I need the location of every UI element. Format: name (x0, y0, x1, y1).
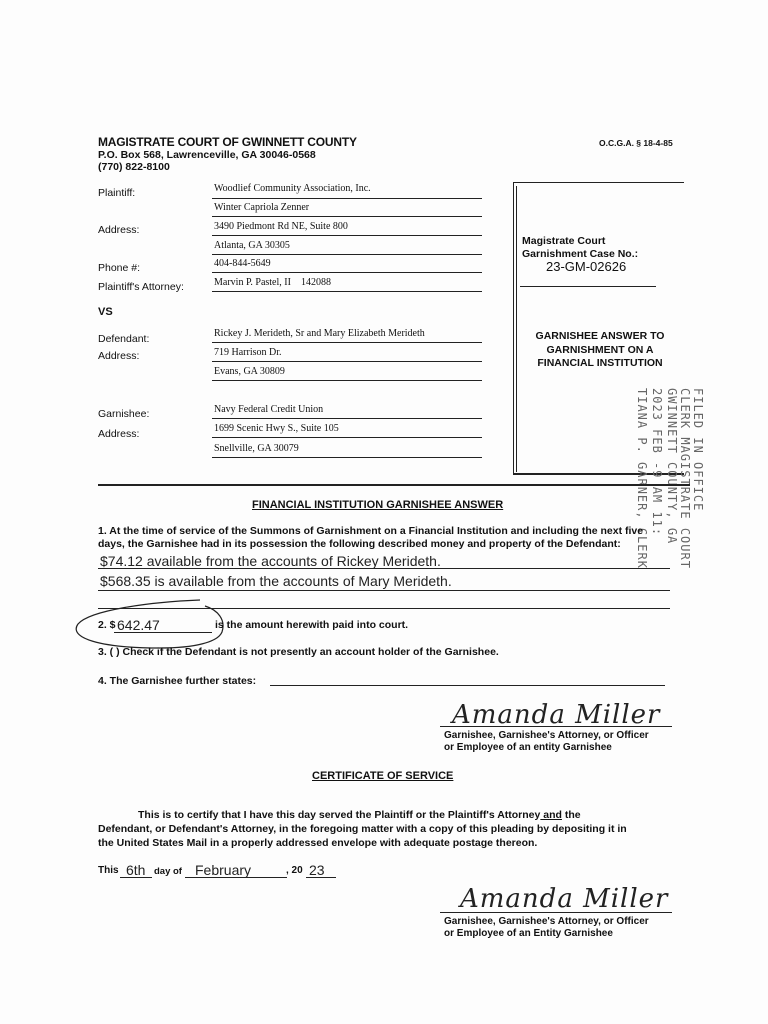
plaintiff-phone-label: Phone #: (98, 262, 141, 274)
defendant-label: Defendant: (98, 333, 150, 345)
item1-line2: days, the Garnishee had in its possession the following described money and property of the Defendant: (98, 538, 621, 550)
case-number: 23-GM-02626 (546, 259, 627, 274)
signature-1: Amanda Miller (452, 700, 661, 730)
stamp-line5: TIANA P. GARNER, CLERK (635, 388, 649, 569)
court-phone: (770) 822-8100 (98, 161, 170, 173)
code-section: O.C.G.A. § 18-4-85 (599, 138, 673, 148)
this-label: This (98, 865, 119, 876)
garnishee-address2: Snellville, GA 30079 (214, 443, 299, 454)
court-address: P.O. Box 568, Lawrenceville, GA 30046-0568 (98, 149, 316, 161)
item1-text (98, 525, 698, 551)
item2-amount-line (114, 632, 212, 633)
certificate-month-line (185, 877, 287, 878)
garnishee-address1: 1699 Scenic Hwy S., Suite 105 (214, 423, 339, 434)
case-box-title-line3: FINANCIAL INSTITUTION (537, 357, 663, 369)
signature-2-caption-line1: Garnishee, Garnishee's Attorney, or Officer (444, 916, 649, 927)
plaintiff-phone: 404-844-5649 (214, 258, 271, 269)
item2-suffix: is the amount herewith paid into court. (215, 619, 409, 631)
stamp-line2: CLERK MAGISTRATE COURT (678, 388, 692, 569)
year-prefix: , 20 (286, 865, 303, 876)
certificate-line2: Defendant, or Defendant's Attorney, in the foregoing matter with a copy of this pleading by depositing it in (98, 823, 627, 835)
defendant-address2: Evans, GA 30809 (214, 366, 285, 377)
item4-text: 4. The Garnishee further states: (98, 675, 257, 687)
plaintiff-name: Woodlief Community Association, Inc. (214, 183, 371, 194)
garnishee-name-line (212, 418, 482, 419)
filed-stamp (598, 388, 708, 569)
certificate-title: CERTIFICATE OF SERVICE (312, 770, 454, 782)
answer-title: FINANCIAL INSTITUTION GARNISHEE ANSWER (252, 499, 504, 511)
case-box-title-line1: GARNISHEE ANSWER TO (535, 330, 665, 342)
day-of-label: day of (154, 866, 182, 877)
signature-2: Amanda Miller (460, 884, 669, 914)
signature-1-caption-line2: or Employee of an entity Garnishee (444, 742, 612, 753)
case-box-case-label: Garnishment Case No.: (522, 248, 639, 260)
garnishee-address2-line (212, 457, 482, 458)
stamp-line1: FILED IN OFFICE (691, 388, 705, 512)
item1-answer-line2 (98, 590, 670, 591)
section-divider (98, 484, 690, 486)
plaintiff-phone-line (212, 272, 482, 273)
plaintiff-address1-line (212, 235, 482, 236)
item2-prefix: 2. $ (98, 619, 116, 631)
signature-2-caption (444, 916, 649, 940)
handwritten-line2: $568.35 is available from the accounts of Mary Merideth. (100, 573, 452, 589)
certificate-text (98, 808, 678, 850)
plaintiff-co: Winter Capriola Zenner (214, 202, 310, 213)
defendant-address2-line (212, 380, 482, 381)
defendant-name: Rickey J. Merideth, Sr and Mary Elizabeth Merideth (214, 328, 425, 339)
plaintiff-address-label: Address: (98, 224, 140, 236)
item1-answer-line1 (98, 568, 670, 569)
stamp-line4: 2023 FEB -9 AM 11: (650, 388, 664, 537)
certificate-day: 6th (126, 862, 146, 878)
garnishee-address-label: Address: (98, 428, 140, 440)
garnishee-label: Garnishee: (98, 408, 150, 420)
vs-label: VS (98, 306, 113, 318)
plaintiff-address2-line (212, 254, 482, 255)
certificate-year-line (306, 877, 336, 878)
garnishee-address1-line (212, 437, 482, 438)
case-number-line (520, 286, 656, 287)
signature-1-caption (444, 730, 649, 754)
case-box-court: Magistrate Court (522, 235, 606, 247)
case-box-title (520, 330, 680, 371)
plaintiff-attorney-label: Plaintiff's Attorney: (98, 281, 184, 293)
signature-1-line (440, 726, 672, 727)
signature-2-line (440, 912, 672, 913)
signature-2-caption-line2: or Employee of an Entity Garnishee (444, 928, 613, 939)
plaintiff-co-line (212, 216, 482, 217)
item4-answer-line (270, 685, 665, 686)
defendant-address1-line (212, 361, 482, 362)
signature-1-caption-line1: Garnishee, Garnishee's Attorney, or Officer (444, 730, 649, 741)
certificate-line3: the United States Mail in a properly addressed envelope with adequate postage thereon. (98, 837, 538, 849)
defendant-address-label: Address: (98, 350, 140, 362)
plaintiff-address2: Atlanta, GA 30305 (214, 240, 290, 251)
item2-amount: 642.47 (117, 617, 160, 633)
plaintiff-name-line (212, 198, 482, 199)
defendant-address1: 719 Harrison Dr. (214, 347, 282, 358)
garnishee-name: Navy Federal Credit Union (214, 404, 324, 415)
certificate-month: February (195, 862, 252, 878)
plaintiff-address1: 3490 Piedmont Rd NE, Suite 800 (214, 221, 348, 232)
certificate-day-line (120, 877, 152, 878)
certificate-year: 23 (309, 862, 325, 878)
case-box-title-line2: GARNISHMENT ON A (546, 343, 654, 356)
certificate-line1: This is to certify that I have this day served the Plaintiff or the Plaintiff's Attorney and the (138, 809, 581, 821)
court-name: MAGISTRATE COURT OF GWINNETT COUNTY (98, 135, 357, 149)
plaintiff-attorney: Marvin P. Pastel, II 142088 (214, 277, 331, 288)
handwritten-line1: $74.12 available from the accounts of Rickey Merideth. (100, 553, 441, 569)
plaintiff-attorney-line (212, 291, 482, 292)
item3-text: 3. ( ) Check if the Defendant is not presently an account holder of the Garnishee. (98, 646, 499, 658)
defendant-name-line (212, 342, 482, 343)
plaintiff-label: Plaintiff: (98, 187, 136, 199)
item1-line1: 1. At the time of service of the Summons of Garnishment on a Financial Institution and including the next five (98, 525, 644, 537)
stamp-line3: GWINNETT COUNTY, GA (665, 388, 679, 545)
